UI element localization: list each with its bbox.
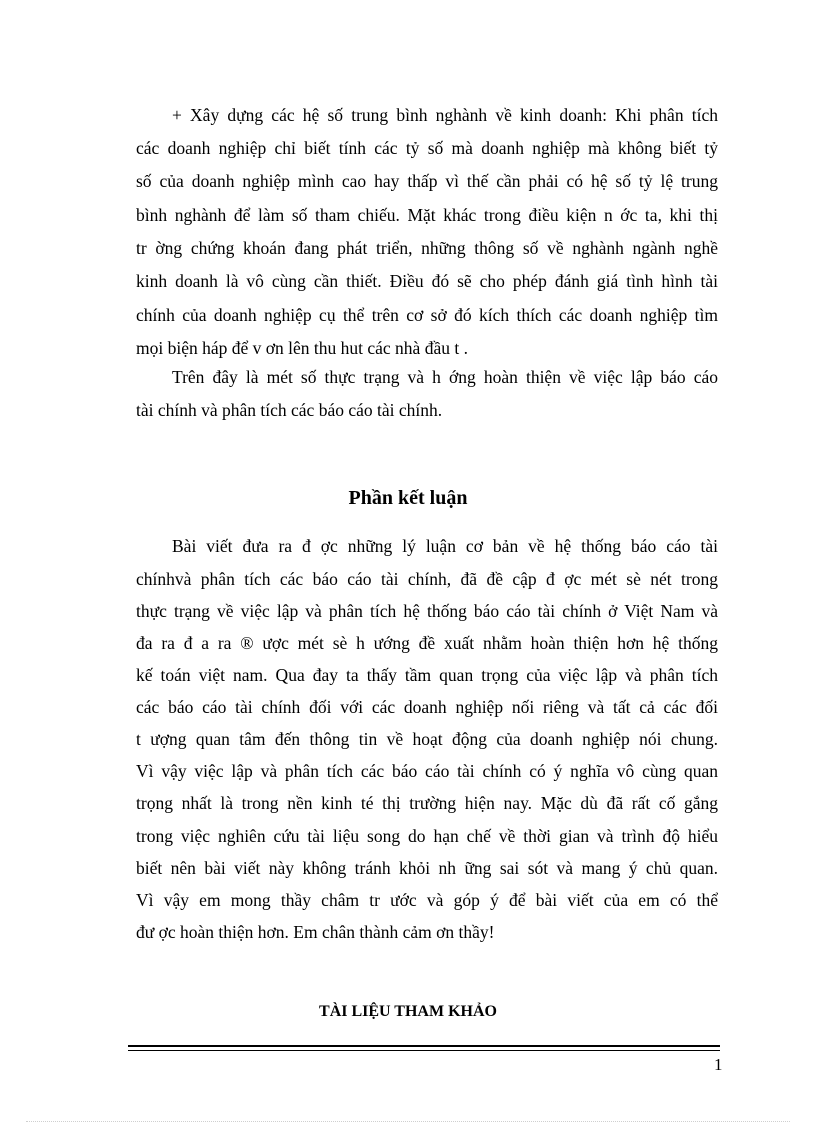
conclusion-line-7: t ượng quan tâm đến thông tin về hoạt động của doanh nghiệp nói chung. — [136, 729, 718, 749]
conclusion-line-4: đa ra đ a ra ® ược mét sè h ướng đề xuất nhằm hoàn thiện hơn hệ thống — [136, 633, 718, 653]
conclusion-line-6: các báo cáo tài chính đối với các doanh nghiệp nối riêng và tất cả các đối — [136, 697, 718, 717]
paragraph-1-line-1: + Xây dựng các hệ số trung bình nghành về kinh doanh: Khi phân tích — [172, 105, 718, 125]
conclusion-line-11: biết nên bài viết này không tránh khỏi nh ững sai sót và mang ý chủ quan. — [136, 858, 718, 878]
footer-rule-bottom — [128, 1050, 720, 1051]
conclusion-line-2: chínhvà phân tích các báo cáo tài chính, đã đề cập đ ợc mét sè nét trong — [136, 569, 718, 589]
conclusion-line-1: Bài viết đưa ra đ ợc những lý luận cơ bản về hệ thống báo cáo tài — [172, 536, 718, 556]
paragraph-1-line-6: kinh doanh là vô cùng cần thiết. Điều đó sẽ cho phép đánh giá tình hình tài — [136, 271, 718, 291]
paragraph-2-line-1: Trên đây là mét số thực trạng và h ớng hoàn thiện về việc lập báo cáo — [172, 367, 718, 387]
conclusion-line-9: trọng nhất là trong nền kinh té thị trường hiện nay. Mặc dù đã rất cố gắng — [136, 793, 718, 813]
conclusion-line-8: Vì vậy việc lập và phân tích các báo cáo tài chính có ý nghĩa vô cùng quan — [136, 761, 718, 781]
footer-rule-top — [128, 1045, 720, 1047]
conclusion-line-13: đư ợc hoàn thiện hơn. Em chân thành cảm ơn thầy! — [136, 922, 495, 942]
conclusion-line-3: thực trạng về việc lập và phân tích hệ thống báo cáo tài chính ở Việt Nam và — [136, 601, 718, 621]
paragraph-1-line-7: chính của doanh nghiệp cụ thể trên cơ sở đó kích thích các doanh nghiệp tìm — [136, 305, 718, 325]
paragraph-1-line-3: số của doanh nghiệp mình cao hay thấp vì thế cần phải có hệ số tỷ lệ trung — [136, 171, 718, 191]
paragraph-1-line-4: bình nghành để làm số tham chiếu. Mặt khác trong điều kiện n ớc ta, khi thị — [136, 205, 718, 225]
references-heading: TÀI LIỆU THAM KHẢO — [319, 1003, 497, 1020]
paragraph-1-line-2: các doanh nghiệp chỉ biết tính các tỷ số mà doanh nghiệp mà không biết tỷ — [136, 138, 718, 158]
paragraph-1-line-8: mọi biện háp để v ơn lên thu hut các nhà đầu t . — [136, 338, 468, 358]
conclusion-line-5: kế toán việt nam. Qua đay ta thấy tầm quan trọng của việc lập và phân tích — [136, 665, 718, 685]
paragraph-2-line-2: tài chính và phân tích các báo cáo tài chính. — [136, 400, 443, 420]
page-bottom-divider — [26, 1121, 790, 1122]
paragraph-1-line-5: tr ờng chứng khoán đang phát triển, những thông số về nghành ngành nghề — [136, 238, 718, 258]
page-number: 1 — [714, 1055, 723, 1074]
conclusion-heading: Phần kết luận — [348, 487, 468, 509]
conclusion-line-10: trong việc nghiên cứu tài liệu song do hạn chế về thời gian và trình độ hiểu — [136, 826, 718, 846]
conclusion-line-12: Vì vậy em mong thầy châm tr ước và góp ý để bài viết của em có thể — [136, 890, 718, 910]
